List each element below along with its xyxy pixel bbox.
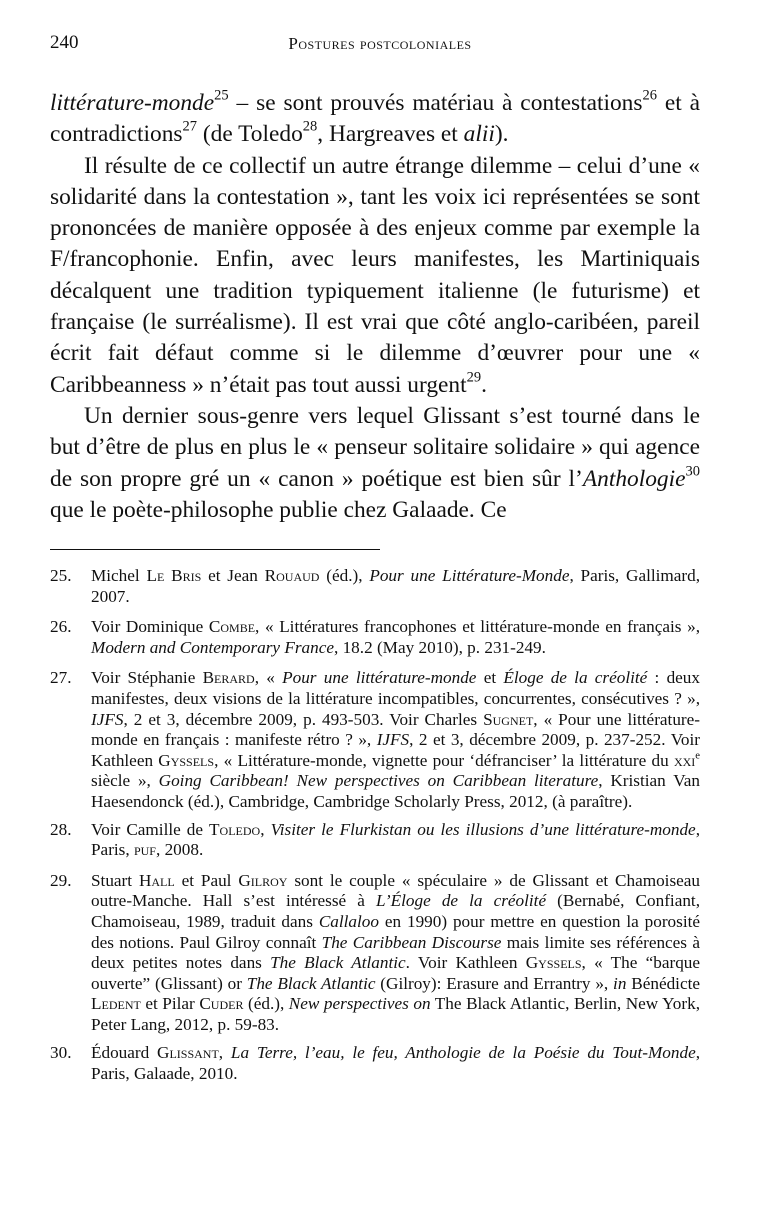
footnote-number: 25. [50, 566, 72, 585]
footnote-number: 28. [50, 819, 72, 839]
publisher-name: puf [133, 840, 156, 860]
text-run: , 2 et 3, décembre 2009, p. 237-252. Voir Kathleen [91, 730, 700, 770]
text-run: . Voir Kathleen [405, 953, 526, 973]
text-run: , 18.2 (May 2010), p. 231-249. [333, 637, 546, 657]
text-run: , 2 et 3, décembre 2009, p. 493-503. Voir Charles [123, 709, 484, 729]
footnote-ref-28: 28 [302, 118, 318, 135]
text-run: Voir Stéphanie [91, 668, 203, 688]
footnote-text [91, 668, 700, 812]
author-name: Gyssels [158, 750, 215, 770]
work-title: Going Caribbean! New perspectives on Caribbean literature [158, 771, 599, 791]
footnote-28 [50, 820, 700, 861]
text-run: (éd.), [243, 994, 289, 1014]
author-name: Le Bris [146, 566, 202, 585]
text-run: , « Littérature-monde, vignette pour ‘défranciser’ la littérature du [214, 750, 674, 770]
text-run: Bénédicte [626, 973, 700, 993]
text-run: (de Toledo [197, 121, 303, 148]
paragraph-3 [50, 401, 700, 526]
footnote-29 [50, 871, 700, 1036]
text-run: siècle », [91, 771, 159, 791]
page-header [50, 32, 710, 62]
footnote-number: 30. [50, 1043, 72, 1063]
text-run: Voir Dominique [91, 617, 209, 637]
work-title: The Caribbean Discourse [321, 932, 502, 952]
footnote-text [91, 617, 700, 658]
footnote-text [91, 1043, 700, 1084]
text-run: que le poète-philosophe publie chez Galaade. Ce [50, 496, 507, 523]
text-run: en 1990) pour mettre en question la porosité des notions. Paul Gilroy connaît [91, 911, 700, 952]
text-run: , [260, 819, 271, 839]
text-run: , « Littératures francophones et littérature-monde en français », [255, 617, 700, 637]
paragraph-1 [50, 88, 700, 151]
author-name: Gilroy [238, 870, 288, 890]
italic-term: alii [463, 121, 495, 148]
work-title: Modern and Contemporary France [91, 637, 334, 657]
ordinal-suffix: e [695, 750, 700, 762]
work-title: La Terre, l’eau, le feu, Anthologie de la Poésie du Tout-Monde [230, 1043, 696, 1063]
text-run: Édouard [91, 1043, 158, 1063]
author-name: Sugnet [483, 709, 534, 729]
footnote-ref-30: 30 [685, 463, 700, 480]
text-run: Il résulte de ce collectif un autre étrange dilemme – celui d’une « solidarité dans la contestation », tant les voix ici représentées se sont prononcées de manière opposée à des enjeux comme par exemple la F/francophonie. Enfin, avec leurs manifestes, les Martiniquais décalquent une tradition typiquement italienne (le futurisme) et française (le surréalisme). Il est vrai que côté anglo-caribéen, pareil écrit fait défaut comme si le dilemme d’œuvrer pour une « Caribbeanness » n’était pas tout aussi urgent [50, 152, 700, 398]
text-run: The Black Atlantic, Berlin, New York, Peter Lang, 2012, p. 59-83. [91, 994, 700, 1034]
text-run: , Paris, [91, 819, 700, 860]
text-run: : deux manifestes, deux visions de la littérature incompatibles, concurrentes, consécutives ? », [91, 668, 700, 708]
work-title: Visiter le Flurkistan ou les illusions d’une littérature-monde [270, 819, 696, 839]
text-run: Un dernier sous-genre vers lequel Glissant s’est tourné dans le but d’être de plus en plus le « penseur solitaire solidaire » qui agence de son propre gré un « canon » poétique est bien sûr l’ [50, 402, 700, 492]
text-run: et Jean [201, 566, 265, 585]
running-title: Postures postcoloniales [288, 34, 472, 53]
text-run: Michel [91, 566, 147, 585]
author-name: Hall [138, 870, 175, 890]
author-name: Combe [208, 617, 256, 637]
work-title: L’Éloge de la créolité [376, 891, 547, 911]
author-name: Cuder [199, 994, 244, 1014]
footnote-ref-26: 26 [642, 87, 657, 104]
paragraph-2 [50, 151, 700, 401]
text-run: , [218, 1043, 231, 1063]
footnote-number: 27. [50, 668, 72, 688]
footnote-ref-27: 27 [182, 118, 198, 135]
text-run: et [476, 668, 504, 688]
text-run: (Bernabé, Confiant, Chamoiseau, 1989, traduit dans [91, 891, 700, 931]
author-name: Ledent [91, 994, 141, 1014]
work-title: Pour une littérature-monde [282, 668, 477, 688]
footnote-text [91, 566, 700, 607]
author-name: Toledo [209, 819, 261, 839]
footnotes [50, 566, 700, 1085]
work-title: Pour une Littérature-Monde [369, 566, 570, 585]
footnote-number: 26. [50, 617, 72, 637]
text-run: Voir Camille de [91, 819, 210, 839]
page-number: 240 [50, 32, 79, 53]
italic-term: Anthologie [582, 465, 686, 492]
main-text [50, 88, 700, 526]
journal-title: IJFS [91, 709, 124, 729]
text-run: , Kristian Van Haesendonck (éd.), Cambridge, Cambridge Scholarly Press, 2012, (à paraître). [91, 771, 700, 811]
work-title: New perspectives on [288, 994, 431, 1014]
italic-term: littérature-monde [50, 90, 215, 116]
text-run: – se sont prouvés matériau à contestations [228, 90, 643, 116]
footnote-ref-29: 29 [466, 369, 482, 386]
footnote-26 [50, 617, 700, 658]
text-run: mais limite ses références à deux petites notes dans [91, 932, 700, 973]
text-run: sont le couple « spéculaire » de Glissant et Chamoiseau outre-Manche. Hall s’est intéressé à [91, 870, 700, 911]
author-name: Glissant [157, 1043, 219, 1063]
text-run: , « The “barque ouverte” (Glissant) or [91, 953, 701, 993]
text-run: (Gilroy): Erasure and Errantry », [375, 973, 614, 993]
text-run: (éd.), [319, 566, 370, 585]
footnote-text [91, 871, 700, 1036]
text-run: , 2008. [155, 840, 204, 860]
journal-title: IJFS [376, 730, 410, 750]
footnote-ref-25: 25 [214, 87, 229, 104]
italic-word: in [613, 973, 627, 993]
text-run: et Paul [174, 870, 239, 890]
text-run: , Paris, Gallimard, 2007. [91, 566, 701, 606]
footnote-25 [50, 566, 700, 607]
work-title: The Black Atlantic [246, 973, 376, 993]
footnote-separator [50, 549, 380, 550]
text-run: , « [254, 668, 283, 688]
author-name: Rouaud [264, 566, 320, 585]
footnote-30 [50, 1043, 700, 1084]
text-run: ). [494, 121, 509, 148]
work-title: Éloge de la créolité [503, 668, 648, 688]
author-name: Gyssels [525, 953, 582, 973]
journal-title: Callaloo [318, 911, 379, 931]
century-numeral: xxi [673, 750, 696, 770]
footnote-text [91, 820, 700, 861]
text-run: , Paris, Galaade, 2010. [91, 1043, 701, 1084]
text-run: , Hargreaves et [317, 121, 464, 148]
text-run: et à contradictions [50, 90, 700, 148]
footnote-number: 29. [50, 870, 72, 890]
footnote-27 [50, 668, 700, 812]
text-run: , « Pour une littérature-monde en français : manifeste rétro ? », [91, 709, 700, 750]
text-run: . [481, 371, 487, 398]
work-title: The Black Atlantic [270, 953, 406, 973]
text-run: Stuart [91, 870, 139, 890]
text-run: et Pilar [140, 994, 200, 1014]
author-name: Berard [202, 668, 255, 688]
